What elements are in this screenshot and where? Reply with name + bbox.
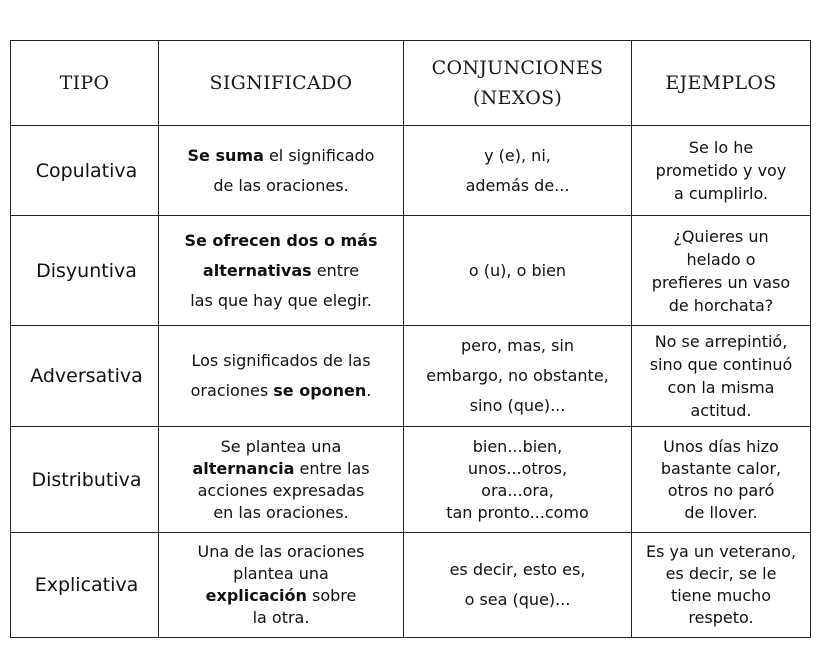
table-row-disyuntiva bbox=[11, 216, 811, 326]
header-row bbox=[11, 41, 811, 126]
conjunciones-cell-distributiva: bien...bien, unos...otros, ora...ora, tan pronto...como bbox=[404, 427, 632, 533]
header-ejemplos: EJEMPLOS bbox=[632, 41, 811, 126]
ejemplos-cell-distributiva: Unos días hizo bastante calor, otros no paró de llover. bbox=[632, 427, 811, 533]
significado-cell-adversativa: Los significados de las oraciones se oponen. bbox=[159, 326, 404, 427]
header-conjunciones-line-2: (NEXOS) bbox=[472, 87, 563, 109]
conjunciones-cell-explicativa: es decir, esto es, o sea (que)... bbox=[404, 533, 632, 638]
ejemplos-cell-copulativa: Se lo he prometido y voy a cumplirlo. bbox=[632, 126, 811, 216]
conjunciones-cell-adversativa: pero, mas, sin embargo, no obstante, sino (que)... bbox=[404, 326, 632, 427]
ejemplos-cell-adversativa: No se arrepintió, sino que continuó con la misma actitud. bbox=[632, 326, 811, 427]
table-row-distributiva bbox=[11, 427, 811, 533]
table-row-copulativa bbox=[11, 126, 811, 216]
tipo-cell-distributiva: Distributiva bbox=[11, 427, 159, 533]
tipo-cell-explicativa: Explicativa bbox=[11, 533, 159, 638]
header-conjunciones bbox=[404, 41, 632, 126]
conjunciones-cell-disyuntiva: o (u), o bien bbox=[404, 216, 632, 326]
tipo-cell-disyuntiva: Disyuntiva bbox=[11, 216, 159, 326]
header-tipo: TIPO bbox=[11, 41, 159, 126]
header-conjunciones-line-1: CONJUNCIONES bbox=[431, 57, 604, 79]
conjunciones-cell-copulativa: y (e), ni, además de... bbox=[404, 126, 632, 216]
significado-cell-copulativa: Se suma el significado de las oraciones. bbox=[159, 126, 404, 216]
conjunctions-table bbox=[10, 40, 811, 638]
significado-cell-explicativa: Una de las oraciones plantea una explicación sobre la otra. bbox=[159, 533, 404, 638]
table-row-adversativa bbox=[11, 326, 811, 427]
tipo-cell-adversativa: Adversativa bbox=[11, 326, 159, 427]
table-row-explicativa bbox=[11, 533, 811, 638]
significado-cell-distributiva: Se plantea una alternancia entre las acciones expresadas en las oraciones. bbox=[159, 427, 404, 533]
ejemplos-cell-explicativa: Es ya un veterano, es decir, se le tiene mucho respeto. bbox=[632, 533, 811, 638]
tipo-cell-copulativa: Copulativa bbox=[11, 126, 159, 216]
ejemplos-cell-disyuntiva: ¿Quieres un helado o prefieres un vaso de horchata? bbox=[632, 216, 811, 326]
significado-cell-disyuntiva: Se ofrecen dos o más alternativas entre las que hay que elegir. bbox=[159, 216, 404, 326]
header-significado: SIGNIFICADO bbox=[159, 41, 404, 126]
